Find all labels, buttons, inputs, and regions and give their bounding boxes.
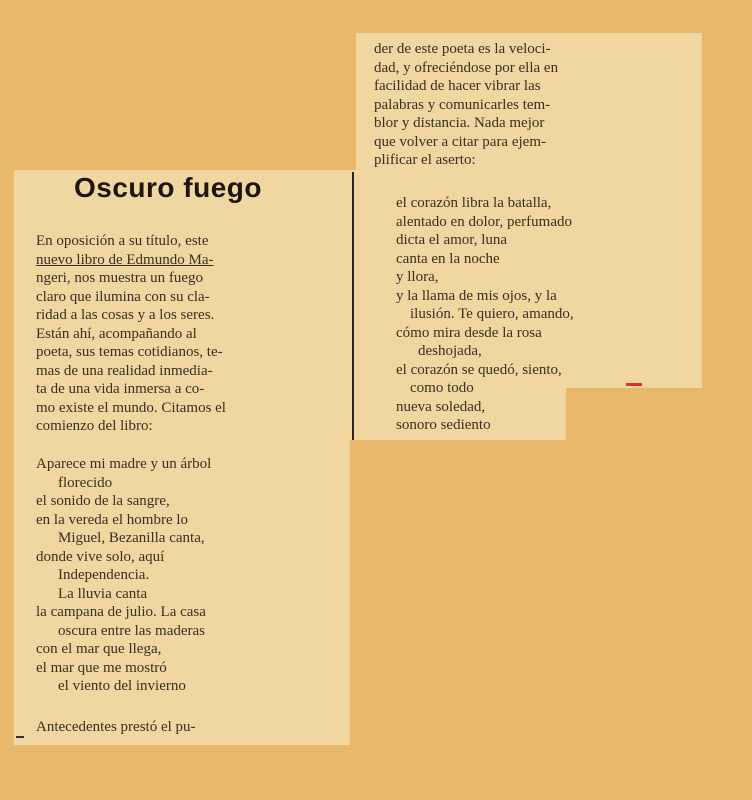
verse-line: Independencia. — [58, 567, 150, 583]
article-title: Oscuro fuego — [74, 172, 263, 203]
verse-line: con el mar que llega, — [36, 641, 162, 657]
prose-line: facilidad de hacer vibrar las — [374, 78, 541, 94]
verse-line: cómo mira desde la rosa — [396, 324, 542, 341]
verse-line: el corazón se quedó, siento, — [396, 361, 562, 378]
prose-line: mas de una realidad inmedia- — [36, 362, 213, 379]
prose-line: comienzo del libro: — [36, 418, 153, 434]
verse-line: Miguel, Bezanilla canta, — [58, 530, 205, 546]
left-tail — [36, 718, 348, 737]
verse-line: La lluvia canta — [58, 585, 148, 602]
verse-line: el viento del invierno — [58, 678, 186, 694]
prose-line: Antecedentes prestó el pu- — [36, 719, 196, 735]
verse-line: dicta el amor, luna — [396, 232, 508, 248]
verse-line: alentado en dolor, perfumado — [396, 213, 573, 230]
prose-line: ngeri, nos muestra un fuego — [36, 270, 204, 286]
column-divider — [352, 172, 354, 440]
verse-line: y llora, — [396, 269, 439, 285]
right-prose — [374, 40, 700, 170]
prose-line: palabras y comunicarles tem- — [374, 96, 551, 113]
prose-line: que volver a citar para ejem- — [374, 133, 546, 150]
verse-line: el corazón libra la batalla, — [396, 195, 552, 211]
verse-line: sonoro sediento — [396, 417, 491, 433]
verse-line: oscura entre las maderas — [58, 622, 206, 639]
verse-line: nueva soledad, — [396, 398, 486, 415]
verse-line: el sonido de la sangre, — [36, 493, 170, 509]
verse-line: deshojada, — [418, 343, 482, 359]
prose-line: der de este poeta es la veloci- — [374, 41, 551, 57]
right-verse — [396, 194, 700, 435]
prose-line: ta de una vida inmersa a co- — [36, 381, 205, 397]
verse-line: y la llama de mis ojos, y la — [396, 287, 557, 304]
prose-line: ridad a las cosas y a los seres. — [36, 307, 215, 323]
verse-line: canta en la noche — [396, 250, 500, 267]
left-prose — [36, 232, 346, 436]
prose-line: dad, y ofreciéndose por ella en — [374, 59, 559, 76]
verse-line: ilusión. Te quiero, amando, — [410, 306, 574, 322]
verse-line: en la vereda el hombre lo — [36, 511, 189, 528]
verse-line: el mar que me mostró — [36, 659, 167, 676]
left-verse — [36, 455, 348, 696]
prose-line: blor y distancia. Nada mejor — [374, 115, 545, 131]
verse-line: Aparece mi madre y un árbol — [36, 456, 212, 472]
verse-line: donde vive solo, aquí — [36, 548, 165, 565]
prose-line: mo existe el mundo. Citamos el — [36, 399, 226, 416]
verse-line: como todo — [410, 380, 474, 396]
prose-line: plificar el aserto: — [374, 152, 476, 168]
verse-line: la campana de julio. La casa — [36, 604, 206, 620]
prose-line: nuevo libro de Edmundo Ma- — [36, 251, 214, 268]
margin-dash — [16, 736, 24, 738]
prose-line: Están ahí, acompañando al — [36, 325, 197, 342]
prose-line: En oposición a su título, este — [36, 233, 209, 249]
prose-line: poeta, sus temas cotidianos, te- — [36, 344, 223, 360]
prose-line: claro que ilumina con su cla- — [36, 288, 210, 305]
red-ink-mark — [626, 383, 642, 386]
verse-line: florecido — [58, 474, 113, 491]
